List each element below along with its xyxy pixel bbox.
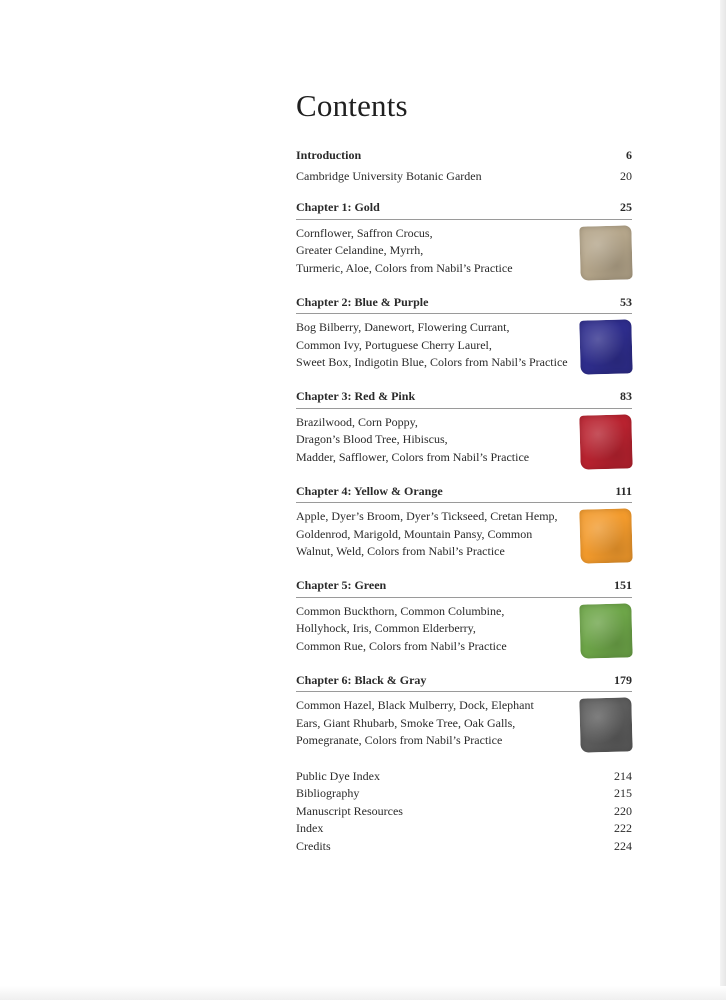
toc-entry-introduction[interactable] bbox=[296, 147, 632, 165]
chapter-heading[interactable] bbox=[296, 577, 632, 598]
toc-entry-page: 214 bbox=[614, 769, 632, 783]
dye-list-line: Goldenrod, Marigold, Mountain Pansy, Common bbox=[296, 526, 533, 541]
chapter-heading[interactable] bbox=[296, 294, 632, 315]
dye-list-line: Brazilwood, Corn Poppy, bbox=[296, 414, 418, 429]
chapter-section-5 bbox=[296, 577, 632, 658]
chapter-title: Chapter 1: Gold bbox=[296, 200, 380, 214]
chapter-page: 83 bbox=[620, 389, 632, 403]
chapter-section-3 bbox=[296, 388, 632, 469]
toc-entry-page: 215 bbox=[614, 786, 632, 801]
chapter-title: Chapter 4: Yellow & Orange bbox=[296, 483, 443, 498]
dye-list-line: Greater Celandine, Myrrh, bbox=[296, 243, 424, 258]
chapter-body bbox=[296, 508, 632, 563]
chapter-section-4 bbox=[296, 483, 632, 564]
toc-entry-manuscript-resources[interactable] bbox=[296, 803, 632, 820]
chapter-heading[interactable] bbox=[296, 483, 632, 504]
dye-list-line: Common Hazel, Black Mulberry, Dock, Elephant bbox=[296, 698, 534, 712]
red-pink-swatch-icon bbox=[579, 414, 632, 469]
dye-list-line: Ears, Giant Rhubarb, Smoke Tree, Oak Galls, bbox=[296, 715, 516, 730]
chapter-title: Chapter 3: Red & Pink bbox=[296, 389, 416, 403]
toc-entry-public-dye-index[interactable] bbox=[296, 768, 632, 785]
dye-list-line: Sweet Box, Indigotin Blue, Colors from Nabil’s Practice bbox=[296, 355, 568, 370]
table-of-contents bbox=[296, 86, 632, 855]
dye-list-line: Hollyhock, Iris, Common Elderberry, bbox=[296, 621, 476, 636]
chapter-dye-list bbox=[296, 225, 578, 278]
chapter-section-6 bbox=[296, 672, 632, 753]
chapter-body bbox=[296, 225, 632, 280]
toc-entry-label: Credits bbox=[296, 838, 331, 853]
dye-list-line: Cornflower, Saffron Crocus, bbox=[296, 225, 433, 240]
chapter-heading[interactable] bbox=[296, 388, 632, 409]
chapter-dye-list bbox=[296, 603, 578, 656]
blue-purple-swatch-icon bbox=[579, 319, 632, 374]
chapter-dye-list bbox=[296, 319, 578, 372]
chapter-title: Chapter 5: Green bbox=[296, 578, 387, 592]
page-title: Contents bbox=[296, 88, 408, 123]
chapter-title: Chapter 2: Blue & Purple bbox=[296, 294, 429, 309]
toc-entry-page: 20 bbox=[620, 168, 632, 183]
chapter-dye-list bbox=[296, 414, 578, 467]
chapter-dye-list bbox=[296, 697, 578, 750]
chapter-page: 151 bbox=[614, 578, 632, 592]
chapter-dye-list bbox=[296, 508, 578, 561]
chapter-body bbox=[296, 319, 632, 374]
chapter-body bbox=[296, 414, 632, 469]
page-edge bbox=[720, 0, 726, 1000]
dye-list-line: Pomegranate, Colors from Nabil’s Practice bbox=[296, 733, 503, 748]
toc-entry-index[interactable] bbox=[296, 820, 632, 837]
chapter-body bbox=[296, 697, 632, 752]
toc-entry-label: Bibliography bbox=[296, 786, 360, 801]
dye-list-line: Dragon’s Blood Tree, Hibiscus, bbox=[296, 432, 448, 447]
chapter-page: 111 bbox=[615, 483, 632, 498]
dye-list-line: Bog Bilberry, Danewort, Flowering Currant, bbox=[296, 320, 510, 334]
dye-list-line: Madder, Safflower, Colors from Nabil’s Practice bbox=[296, 449, 530, 464]
toc-entry-credits[interactable] bbox=[296, 838, 632, 855]
chapter-page: 25 bbox=[620, 200, 632, 214]
toc-entry-page: 222 bbox=[614, 821, 632, 836]
chapter-section-2 bbox=[296, 294, 632, 375]
toc-entry-label: Public Dye Index bbox=[296, 769, 380, 783]
chapter-page: 53 bbox=[620, 294, 632, 309]
toc-entry-page: 6 bbox=[626, 148, 632, 162]
toc-entry-label: Manuscript Resources bbox=[296, 803, 403, 818]
toc-entry-botanic-garden[interactable] bbox=[296, 168, 632, 186]
back-matter-list bbox=[296, 768, 632, 855]
dye-list-line: Apple, Dyer’s Broom, Dyer’s Tickseed, Cretan Hemp, bbox=[296, 509, 558, 523]
chapter-page: 179 bbox=[614, 672, 632, 687]
yellow-orange-swatch-icon bbox=[579, 508, 632, 563]
toc-entry-page: 224 bbox=[614, 838, 632, 853]
front-matter-list bbox=[296, 147, 632, 185]
toc-entry-label: Cambridge University Botanic Garden bbox=[296, 168, 482, 183]
toc-entry-bibliography[interactable] bbox=[296, 785, 632, 802]
dye-list-line: Common Rue, Colors from Nabil’s Practice bbox=[296, 638, 507, 653]
dye-list-line: Common Buckthorn, Common Columbine, bbox=[296, 603, 505, 618]
dye-list-line: Common Ivy, Portuguese Cherry Laurel, bbox=[296, 337, 492, 352]
chapter-title: Chapter 6: Black & Gray bbox=[296, 672, 427, 687]
dye-list-line: Walnut, Weld, Colors from Nabil’s Practice bbox=[296, 544, 505, 559]
green-swatch-icon bbox=[579, 603, 632, 658]
gold-swatch-icon bbox=[579, 225, 632, 280]
chapter-heading[interactable] bbox=[296, 199, 632, 220]
chapter-section-1 bbox=[296, 199, 632, 280]
chapter-body bbox=[296, 603, 632, 658]
toc-entry-page: 220 bbox=[614, 803, 632, 818]
dye-list-line: Turmeric, Aloe, Colors from Nabil’s Practice bbox=[296, 260, 513, 275]
toc-entry-label: Index bbox=[296, 821, 324, 836]
toc-entry-label: Introduction bbox=[296, 148, 362, 162]
black-gray-swatch-icon bbox=[579, 697, 632, 752]
page-bottom-edge bbox=[0, 986, 726, 1000]
chapter-heading[interactable] bbox=[296, 672, 632, 693]
